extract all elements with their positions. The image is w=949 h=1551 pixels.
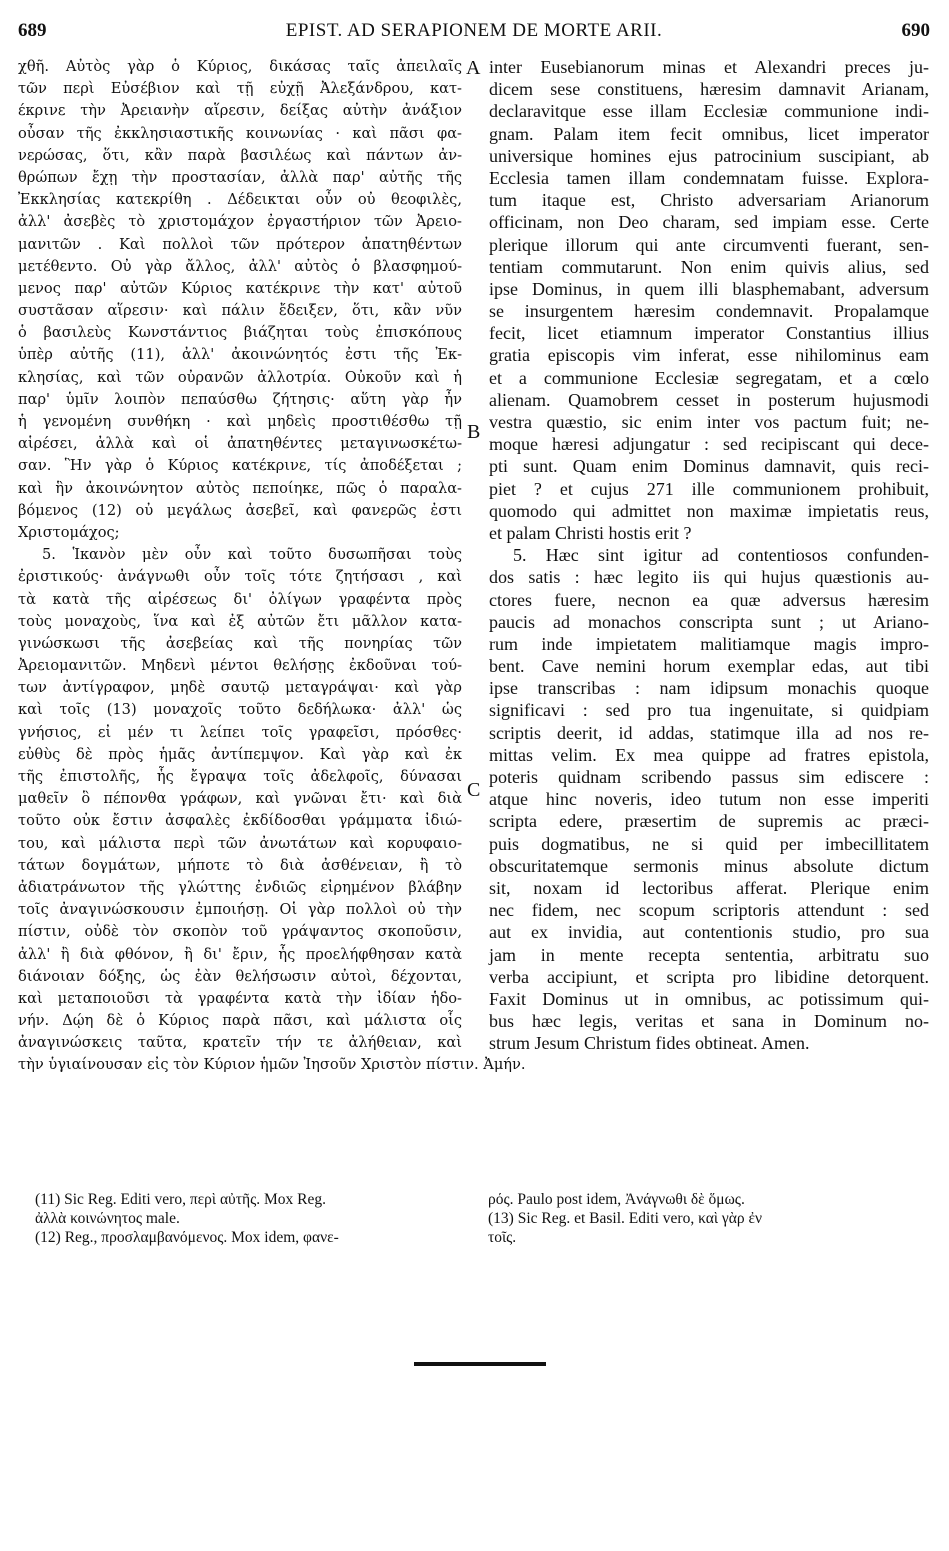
- latin-text-line: scripta edere, præsertim de supremis ac præci-: [489, 811, 929, 832]
- latin-text-line: 5. Hæc sint igitur ad contentiosos confunden-: [513, 545, 929, 566]
- latin-text-line: moque hæresi adjungatur : sed recipiscant qui dece-: [489, 434, 929, 455]
- greek-text-line: διάνοιαν δόξης, ὡς ἐὰν θελήσωσιν αὐτοὶ, δέχονται,: [18, 967, 462, 985]
- latin-text-line: Faxit Dominus ut in omnibus, ac potissimum qui-: [489, 988, 929, 1009]
- left-page-number: 689: [18, 20, 47, 41]
- greek-text-line: καὶ ἣν ἀκοινώνητον αὐτὸς πεποίηκε, πῶς ὁ παραλα-: [18, 479, 462, 497]
- greek-text-line: ἀδιατράνωτον τῆς γλώττης ἐνδιῶς εἰρημένον βλάβην: [18, 878, 462, 896]
- greek-text-line: νήν. Δῴη δὲ ὁ Κύριος παρὰ πᾶσι, καὶ μάλιστα οἷς: [18, 1012, 462, 1030]
- latin-text-line: piet ? et cujus 271 ille communionem prohibuit,: [489, 478, 929, 499]
- greek-text-line: μανιτῶν . Καὶ πολλοὶ τῶν πρότερον ἀπατηθέντων: [18, 235, 462, 253]
- running-header: [18, 20, 930, 48]
- footnote-line: (11) Sic Reg. Editi vero, περὶ αὐτῆς. Mox Reg.: [35, 1191, 326, 1208]
- latin-text-line: strum Jesum Christum fides obtineat. Amen.: [489, 1033, 810, 1054]
- latin-text-line: paucis ad monachos conscripta sunt ; ut Ariano-: [489, 611, 929, 632]
- latin-text-line: jam in mente recepta sententia, arbitratu suo: [489, 944, 929, 965]
- latin-text-line: gratia episcopis vim inferat, esse nihilominus eam: [489, 345, 929, 366]
- latin-text-line: universique homines ejus patrocinium suscipiant, ab: [489, 145, 929, 166]
- latin-text-line: sit, noxam id lectoribus afferat. Plerique enim: [489, 877, 929, 898]
- greek-text-line: νερώσας, ὅτι, κἂν παρὰ βασιλέως καὶ πάντων ἀν-: [18, 146, 462, 164]
- greek-text-column: [18, 56, 526, 1077]
- greek-text-line: Ἀρειομανιτῶν. Μηδενὶ μέντοι θελήσῃς ἐκδοῦναι τού-: [18, 657, 462, 675]
- latin-text-line: tum itaque est, Christo adversariam Arianorum: [489, 190, 929, 211]
- greek-text-line: τοῖς ἀναγινώσκουσιν ἐμποιήσῃ. Οἱ γὰρ πολλοὶ οὐ τὴν: [18, 901, 462, 919]
- section-marker-b: B: [467, 421, 481, 443]
- latin-text-line: bent. Cave nemini horum exemplar edas, aut tibi: [489, 656, 929, 677]
- latin-text-line: nec fidem, nec scopum scriptoris attendunt : sed: [489, 900, 929, 921]
- running-title: EPIST. AD SERAPIONEM DE MORTE ARII.: [285, 20, 663, 41]
- latin-text-line: atque hinc noveris, ideo tutum non esse imperiti: [489, 789, 929, 810]
- latin-text-line: dos satis : hæc legito iis qui hujus quæstionis au-: [489, 567, 929, 588]
- latin-text-line: poteris quidnam scribendo passus sim ediscere :: [489, 767, 929, 787]
- greek-text-line: τοὺς μοναχοὺς, ἵνα καὶ ἐξ αὐτῶν ἔτι μᾶλλον κατα-: [18, 612, 462, 630]
- greek-text-line: έκρινε τὴν Ἀρειανὴν αἵρεσιν, δείξας αὐτὴν ἀνάξιον: [18, 102, 462, 120]
- latin-text-line: mittas velim. Ex mea quippe ad fratres epistola,: [489, 744, 929, 765]
- latin-text-line: obscuritatemque sermonis minus absolute dictum: [489, 855, 929, 876]
- latin-text-column: [489, 56, 929, 1054]
- right-page-number: 690: [901, 20, 930, 41]
- greek-text-line: τάτων δογμάτων, μήποτε τὸ διὰ ἀσθένειαν, ἢ τὸ: [18, 856, 462, 874]
- latin-text-line: officinam, non Deo charam, sed impiam esse. Certe: [489, 212, 929, 233]
- greek-text-line: ἡ γενομένη συνθήκη · καὶ μηδεὶς προστιθέσθω τῇ: [18, 413, 462, 430]
- latin-text-line: dicem sese constituens, hæresim damnavit Arianam,: [489, 79, 929, 100]
- greek-text-line: ὁ βασιλεὺς Κωνστάντιος βιάζηται τοὺς ἐπισκόπους: [18, 324, 462, 342]
- latin-text-line: inter Eusebianorum minas et Alexandri preces ju-: [489, 57, 929, 77]
- greek-text-line: χθῆ. Αὐτὸς γὰρ ὁ Κύριος, δικάσας ταῖς ἀπειλαῖς: [18, 58, 462, 75]
- greek-text-line: βόμενος (12) οὐ μεγάλως ἀσεβεῖ, καὶ φανερῶς ἐστι: [18, 501, 462, 519]
- latin-text-line: se insurgentem hæresim condemnavit. Propalamque: [489, 301, 929, 322]
- latin-text-line: Ecclesia tamen illam condemnatam fuisse. Explora-: [489, 167, 929, 188]
- latin-text-line: et palam Christi hostis erit ?: [489, 522, 692, 543]
- footnote-line: ρός. Paulo post idem, Ἀνάγνωθι δὲ ὅμως.: [488, 1191, 745, 1208]
- footnote-line: τοῖς.: [488, 1229, 517, 1246]
- section-marker-c: C: [467, 779, 481, 801]
- end-rule: [414, 1362, 546, 1366]
- latin-text-line: aut ex invidia, aut contentionis studio, pro sua: [489, 922, 929, 943]
- latin-text-line: bus hæc legis, veritas et sana in Dominum no-: [489, 1011, 929, 1032]
- latin-text-line: quomodo qui admittet non maximæ impietatis reus,: [489, 500, 929, 521]
- greek-text-line: ἐριστικούς· ἀνάγνωθι οὖν τοῖς τότε ζητήσασι , καὶ: [18, 568, 462, 586]
- greek-text-line: αἱρέσει, ἀλλὰ καὶ οἱ ἀπατηθέντες μεταγινωσκέτω-: [18, 435, 462, 453]
- latin-text-line: gnam. Palam item fecit omnibus, licet imperator: [489, 123, 929, 144]
- greek-text-line: των ἀντίγραφον, μηδὲ σαυτῷ μεταγράψαι· καὶ γὰρ: [18, 679, 462, 697]
- greek-text-line: πίστιν, οὐδὲ τὸν σκοπὸν τοῦ γράψαντος σκοποῦσιν,: [18, 923, 462, 941]
- footnotes-right: [488, 1190, 928, 1247]
- greek-text-line: μαθεῖν ὃ πέπονθα γράφων, καὶ γνῶναι ἔτι· καὶ διὰ: [18, 790, 462, 808]
- latin-text-line: alienam. Quamobrem cesset in posterum hujusmodi: [489, 389, 929, 410]
- greek-text-line: τῶν περὶ Εὐσέβιον καὶ τῇ εὐχῇ Ἀλεξάνδρου, κατ-: [18, 80, 462, 98]
- greek-text-line: 5. Ἱκανὸν μὲν οὖν καὶ τοῦτο δυσωπῆσαι τοὺς: [42, 546, 462, 564]
- greek-text-line: παρ' ὑμῖν λοιπὸν πεπαύσθω ζήτησις· αὕτη γὰρ ἦν: [18, 390, 462, 408]
- latin-text-line: tentiam commutarunt. Non enim quivis alius, sed: [489, 256, 929, 277]
- greek-text-line: ἀλλ' ἀσεβὲς τὸ χριστομάχον ἐργαστήριον τῶν Ἀρειο-: [18, 213, 462, 231]
- greek-text-line: καὶ τοῖς (13) μοναχοῖς τοῦτο δεδήλωκα· ἀλλ' ὡς: [18, 701, 462, 719]
- greek-text-line: θρώπων ἔχῃ τὴν προστασίαν, ἀλλὰ παρ' αὐτῆς τῆς: [18, 168, 462, 186]
- greek-text-line: οὖσαν τῆς ἐκκλησιαστικῆς κοινωνίας · καὶ πᾶσι φα-: [18, 124, 462, 142]
- greek-text-line: τὴν ὑγιαίνουσαν εἰς τὸν Κύριον ἡμῶν Ἰησοῦν Χριστὸν πίστιν. Ἀμήν.: [18, 1056, 526, 1074]
- greek-text-line: Ἐκκλησίας κατεκρίθη . Δέδεικται οὖν οὐ θεοφιλὲς,: [18, 191, 462, 209]
- greek-text-line: του, καὶ μάλιστα περὶ τῶν ἀνωτάτων καὶ κορυφαιο-: [18, 834, 462, 852]
- latin-text-line: declaravitque esse illam Ecclesiæ communione indi-: [489, 101, 929, 122]
- greek-text-line: μετέθεντο. Οὐ γὰρ ἄλλος, ἀλλ' αὐτὸς ὁ βλασφημού-: [18, 257, 462, 275]
- greek-text-line: κλησίας, καὶ τῶν οὐρανῶν ἀλλοτρία. Οὐκοῦν καὶ ἡ: [18, 368, 462, 386]
- footnote-line: (13) Sic Reg. et Basil. Editi vero, καὶ γὰρ ἐν: [488, 1210, 763, 1227]
- latin-text-line: verba accipiunt, et scripta pro libidine detorquent.: [489, 966, 929, 987]
- greek-text-line: τοῦτο οὐκ ἔστιν ἀσφαλὲς ἐκδίδοσθαι γράμματα ἰδιώ-: [18, 812, 462, 830]
- section-marker-a: A: [466, 57, 481, 79]
- latin-text-line: ctores fuere, necnon ea quæ adversus hæresim: [489, 589, 929, 610]
- greek-text-line: εὐθὺς δὲ πρὸς ἡμᾶς ἀντίπεμψον. Καὶ γὰρ καὶ ἐκ: [18, 745, 462, 763]
- greek-text-line: ἀλλ' ἢ διὰ φθόνον, ἢ δι' ἔριν, ἧς προελήφθησαν κατὰ: [18, 945, 462, 963]
- footnotes-left: [35, 1190, 463, 1247]
- latin-text-line: plerique illorum qui ante circumventi fuerant, sen-: [489, 234, 929, 255]
- latin-text-line: puis dogmatibus, ne si quid per imbecillitatem: [489, 833, 929, 854]
- greek-text-line: Χριστομάχος;: [18, 523, 120, 541]
- greek-text-line: γνήσιος, εἰ μέν τι λείπει τοῖς γραφεῖσι, πρόσθες·: [18, 723, 462, 741]
- greek-text-line: σαν. Ἣν γὰρ ὁ Κύριος κατέκρινε, τίς ἀποδέξεται ;: [18, 457, 462, 475]
- greek-text-line: γινώσκωσι τῆς ἀσεβείας καὶ τῆς πονηρίας τῶν: [18, 634, 462, 652]
- footnote-line: ἀλλὰ κοινώνητος male.: [35, 1210, 180, 1227]
- latin-text-line: scriptis deerit, id addas, statimque illa ad nos re-: [489, 722, 929, 743]
- greek-text-line: συστᾶσαν αἵρεσιν· καὶ πάλιν ἔδειξεν, ὅτι, κἂν νῦν: [18, 302, 462, 320]
- latin-text-line: ipse Dominus, in quem illi blasphemabant, adversum: [489, 278, 929, 299]
- greek-text-line: μενος παρ' αὐτῶν Κύριος κατέκρινε τὴν κατ' αὐτοῦ: [18, 279, 462, 297]
- latin-text-line: rum inde impietatem malitiamque magis impro-: [489, 633, 929, 654]
- footnote-line: (12) Reg., προσλαμβανόμενος. Mox idem, φανε-: [35, 1229, 339, 1246]
- latin-text-line: et a communione Ecclesiæ segregatam, et a cœlo: [489, 367, 929, 388]
- latin-text-line: pti sunt. Quam enim Dominus damnavit, quis reci-: [489, 456, 929, 477]
- greek-text-line: τῆς ἐπιστολῆς, ἧς ἔγραψα τοῖς ἀδελφοῖς, δύνασαι: [18, 768, 462, 785]
- latin-text-line: vestra quæstio, sic enim inter vos pactum fuit; ne-: [489, 412, 929, 432]
- greek-text-line: καὶ μεταποιοῦσι τὰ γραφέντα κατὰ τὴν ἰδίαν ἡδο-: [18, 989, 462, 1007]
- latin-text-line: ipse transcribas : nam idipsum monachis quoque: [489, 678, 929, 699]
- greek-text-line: τὰ κατὰ τῆς αἱρέσεως δι' ὀλίγων γραφέντα πρὸς: [18, 590, 462, 608]
- greek-text-line: ὑπὲρ αὐτῆς (11), ἀλλ' ἀκοινώνητός ἐστι τῆς Ἐκ-: [18, 346, 462, 364]
- latin-text-line: fecit, licet etiamnum imperator Constantius illius: [489, 323, 929, 344]
- latin-text-line: significavi : sed pro tua ingenuitate, si quidpiam: [489, 700, 929, 721]
- greek-text-line: ἀναγινώσκεις ταῦτα, κρατεῖν τήν τε ἀλήθειαν, καὶ: [18, 1034, 462, 1052]
